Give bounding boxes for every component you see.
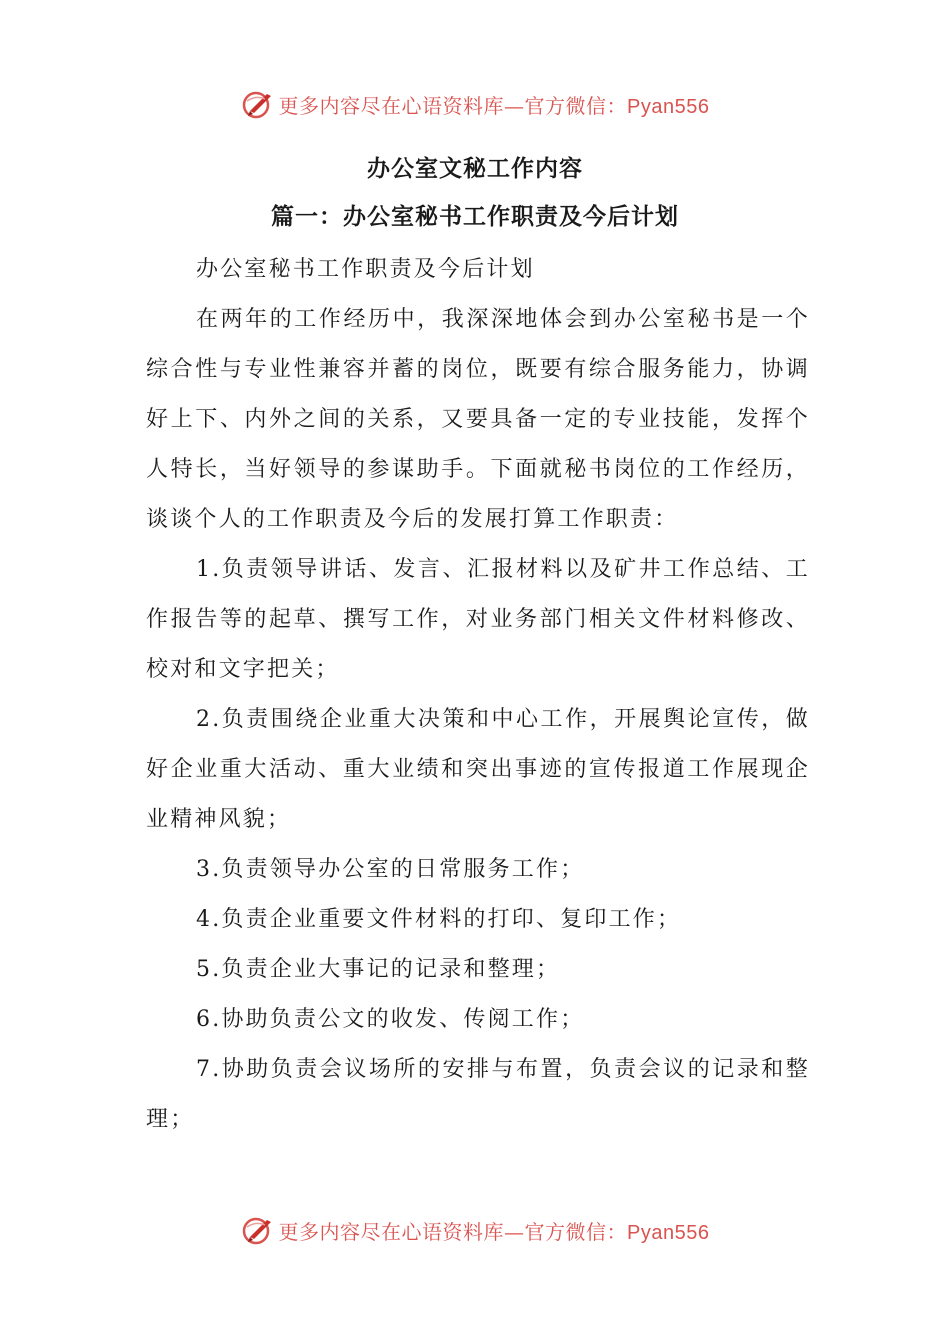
document-subtitle: 篇一：办公室秘书工作职责及今后计划 bbox=[271, 203, 679, 230]
header-banner bbox=[0, 84, 950, 124]
document-title: 办公室文秘工作内容 bbox=[367, 155, 583, 182]
list-item-duty-3: 3.负责领导办公室的日常服务工作； bbox=[196, 857, 585, 882]
footer-banner bbox=[0, 1210, 950, 1250]
pen-logo-icon bbox=[241, 1213, 275, 1247]
banner-wechat-id: Pyan556 bbox=[627, 1221, 710, 1244]
paragraph-heading: 办公室秘书工作职责及今后计划 bbox=[196, 257, 535, 282]
document-body bbox=[146, 245, 810, 1145]
pen-logo-icon bbox=[241, 87, 275, 121]
banner-text: 更多内容尽在心语资料库—官方微信： bbox=[278, 1219, 628, 1244]
list-item-duty-1: 1.负责领导讲话、发言、汇报材料以及矿井工作总结、工作报告等的起草、撰写工作，对业务部门相关文件材料修改、校对和文字把关； bbox=[146, 557, 810, 682]
list-item-duty-5: 5.负责企业大事记的记录和整理； bbox=[196, 957, 561, 982]
list-item-duty-2: 2.负责围绕企业重大决策和中心工作，开展舆论宣传，做好企业重大活动、重大业绩和突出事迹的宣传报道工作展现企业精神风貌； bbox=[146, 707, 810, 832]
banner-text: 更多内容尽在心语资料库—官方微信： bbox=[278, 93, 628, 118]
list-item-duty-7: 7.协助负责会议场所的安排与布置，负责会议的记录和整理； bbox=[146, 1057, 810, 1132]
list-item-duty-6: 6.协助负责公文的收发、传阅工作； bbox=[196, 1007, 585, 1032]
paragraph-intro: 在两年的工作经历中，我深深地体会到办公室秘书是一个综合性与专业性兼容并蓄的岗位，既要有综合服务能力，协调好上下、内外之间的关系，又要具备一定的专业技能，发挥个人特长，当好领导的参谋助手。下面就秘书岗位的工作经历，谈谈个人的工作职责及今后的发展打算工作职责： bbox=[146, 307, 810, 532]
banner-wechat-id: Pyan556 bbox=[627, 95, 710, 118]
list-item-duty-4: 4.负责企业重要文件材料的打印、复印工作； bbox=[196, 907, 682, 932]
